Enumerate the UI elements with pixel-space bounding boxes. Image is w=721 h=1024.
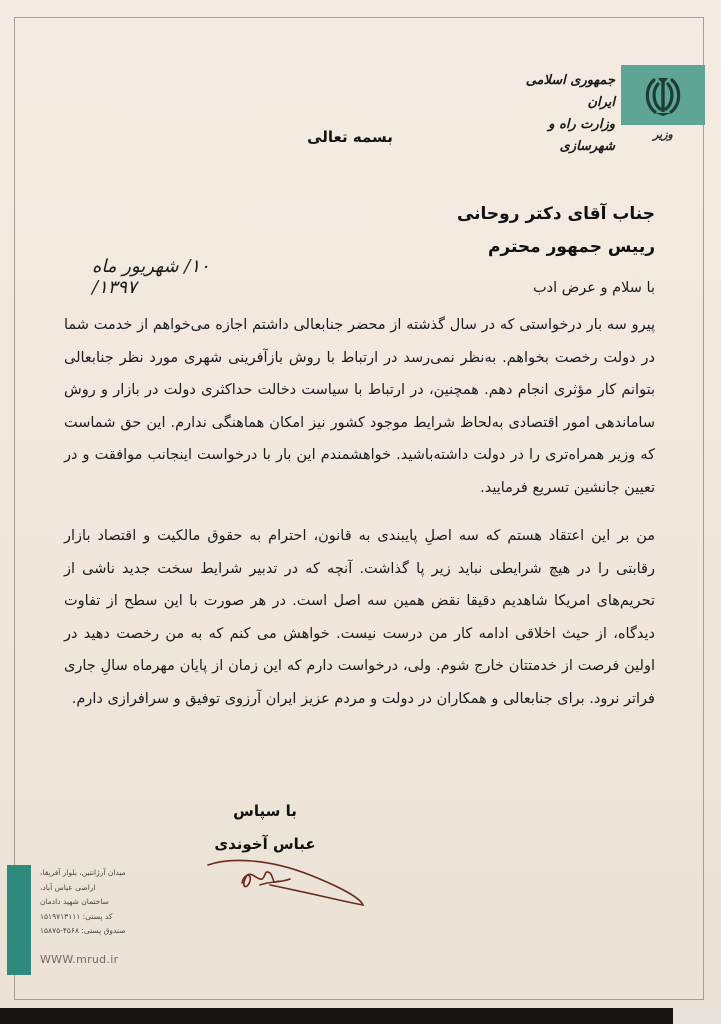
ministry-name: وزارت راه و شهرسازی (548, 117, 615, 154)
iran-emblem-icon (641, 72, 685, 118)
office-label: وزیر (653, 128, 673, 141)
footer-address (40, 866, 140, 939)
signoff-block (200, 795, 330, 861)
addressee-name: جناب آقای دکتر روحانی (456, 204, 655, 224)
addressee-title: رییس جمهور محترم (487, 237, 655, 257)
addressee-block (255, 198, 655, 264)
body-paragraph-2: من بر این اعتقاد هستم که سه اصلِ پایبندی به قانون، احترام به حقوق مالکیت و اقتصاد بازار رقابتی را در هیچ شرایطی نباید زیر پا گذاشت. آنچه که در تدبیر شرایط سخت جدید ناشی از تحریم‌های امریکا شاهدیم دقیقا نقض همین سه اصل است. در هر صورت با این سطح از تفاوت دیدگاه، از حیث اخلاقی ادامه کار من درست نیست. خواهش می کنم که به من رخصت دهید در اولین فرصت از خدمتتان خارج شوم. ولی، درخواست دارم که این زمان از پایان مهرماه سالِ جاری فراتر نرود. برای جنابعالی و همکاران در دولت و مردم عزیز ایران آرزوی توفیق و سرافرازی دارم. (64, 528, 655, 707)
website-link[interactable]: WWW.mrud.ir (40, 953, 119, 966)
po-box: صندوق پستی: ۴۵۶۸-۱۵۸۷۵ (40, 926, 126, 935)
greeting: با سلام و عرض ادب (533, 280, 655, 296)
closing: با سپاس (233, 802, 297, 820)
basmala-heading: بسمه تعالی (307, 128, 393, 146)
page-border (14, 17, 704, 1000)
country-name: جمهوری اسلامی ایران (525, 73, 615, 110)
handwritten-date: ۱۰/ شهریور ماه ۱۳۹۷/ (92, 256, 210, 298)
address-line: میدان آرژانتین، بلوار آفریقا، (40, 868, 126, 877)
footer-accent-bar (7, 865, 31, 975)
letterhead-title (500, 70, 615, 158)
address-line: اراضی عباس آباد، (40, 882, 96, 892)
photo-background-light (673, 1008, 721, 1024)
body-paragraph-1: پیرو سه بار درخواستی که در سال گذشته از محضر جنابعالی داشتم اجازه می‌خواهم از خدمت شما در دولت رخصت بخواهم. به‌نظر نمی‌رسد در ارتباط با روش بازآفرینی شهری مورد نظر جنابعالی بتوانم کار مؤثری انجام دهم. همچنین، در ارتباط با سیاست دخالت حداکثری دولت در بازار و روش ساماندهی امور اقتصادی به‌لحاظ شرایط موجود کشور نیز امکان هماهنگی ندارم. این حق شماست که وزیر همراه‌تری را در دولت داشته‌باشید. خواهشمندم این بار با درخواست اینجانب موافقت و در تعیین جانشین تسریع فرمایید. (64, 317, 655, 496)
postal-code: کد پستی: ۱۵۱۹۷۱۳۱۱۱ (40, 911, 113, 921)
emblem-box (621, 65, 705, 125)
signatory-name: عباس آخوندی (214, 835, 316, 853)
photo-background-edge (0, 1008, 721, 1024)
address-line: ساختمان شهید دادمان (40, 897, 109, 906)
handwritten-signature-icon (200, 855, 370, 910)
